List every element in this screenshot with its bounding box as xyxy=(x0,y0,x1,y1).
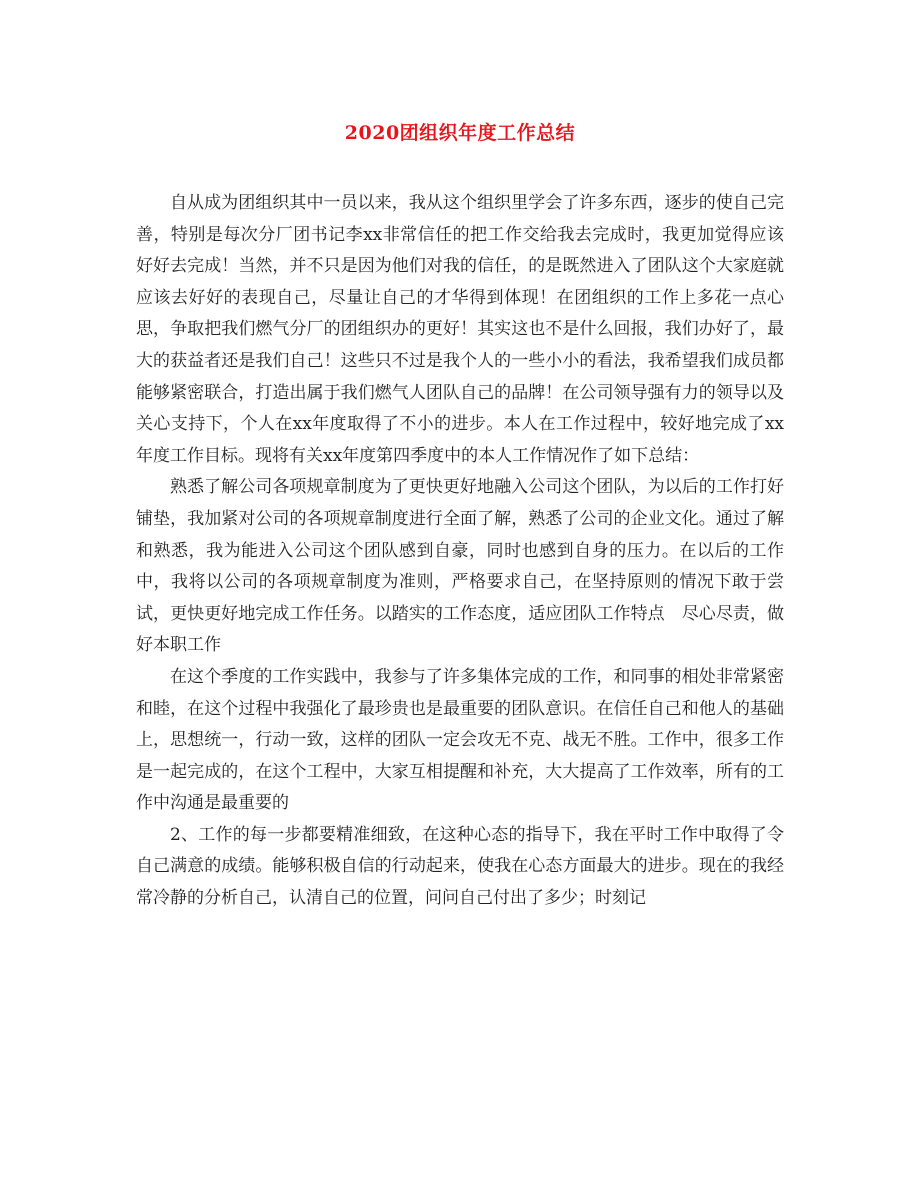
paragraph-3: 在这个季度的工作实践中，我参与了许多集体完成的工作，和同事的相处非常紧密和睦，在这个过程中我强化了最珍贵也是最重要的团队意识。在信任自己和他人的基础上，思想统一，行动一致，这样的团队一定会攻无不克、战无不胜。工作中，很多工作是一起完成的，在这个工程中，大家互相提醒和补充，大大提高了工作效率，所有的工作中沟通是最重要的 xyxy=(136,666,784,814)
document-title: 2020团组织年度工作总结 xyxy=(344,122,576,144)
paragraph-4: 2、工作的每一步都要精准细致，在这种心态的指导下，我在平时工作中取得了令自己满意的成绩。能够积极自信的行动起来，使我在心态方面最大的进步。现在的我经常冷静的分析自己，认清自己的位置，问问自己付出了多少；时刻记 xyxy=(136,824,784,909)
paragraph-2: 熟悉了解公司各项规章制度为了更快更好地融入公司这个团队，为以后的工作打好铺垫，我加紧对公司的各项规章制度进行全面了解，熟悉了公司的企业文化。通过了解和熟悉，我为能进入公司这个团队感到自豪，同时也感到自身的压力。在以后的工作中，我将以公司的各项规章制度为准则，严格要求自己，在坚持原则的情况下敢于尝试，更快更好地完成工作任务。以踏实的工作态度，适应团队工作特点 尽心尽责，做好本职工作 xyxy=(136,477,784,656)
document-body xyxy=(136,188,784,915)
paragraph-1: 自从成为团组织其中一员以来，我从这个组织里学会了许多东西，逐步的使自己完善，特别是每次分厂团书记李xx非常信任的把工作交给我去完成时，我更加觉得应该好好去完成！当然，并不只是因为他们对我的信任，的是既然进入了团队这个大家庭就应该去好好的表现自己，尽量让自己的才华得到体现！在团组织的工作上多花一点心思，争取把我们燃气分厂的团组织办的更好！其实这也不是什么回报，我们办好了，最大的获益者还是我们自己！这些只不过是我个人的一些小小的看法，我希望我们成员都能够紧密联合，打造出属于我们燃气人团队自己的品牌！在公司领导强有力的领导以及关心支持下，个人在xx年度取得了不小的进步。本人在工作过程中，较好地完成了xx年度工作目标。现将有关xx年度第四季度中的本人工作情况作了如下总结： xyxy=(136,193,784,466)
